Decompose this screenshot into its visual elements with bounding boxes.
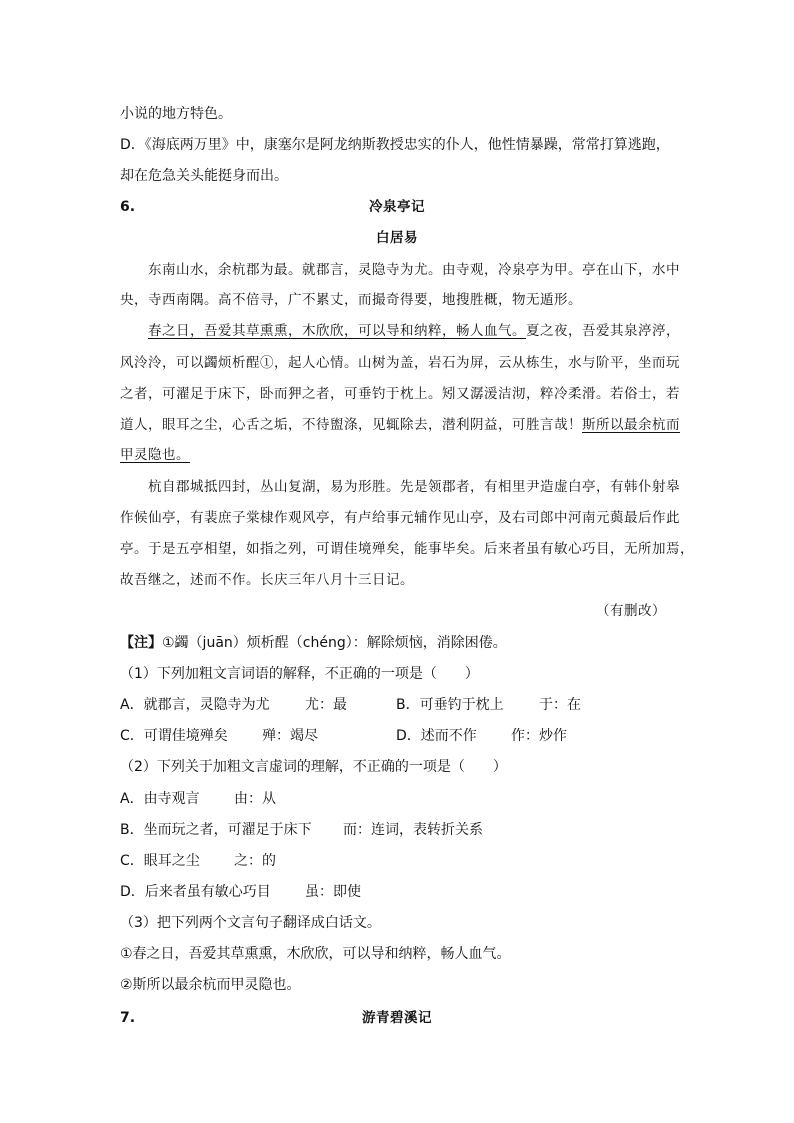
passage-line: 故吾继之，述而不作。长庆三年八月十三日记。 (120, 572, 414, 588)
option-a-explanation: 由：从 (234, 791, 276, 807)
option-c-explanation: 之：的 (234, 853, 276, 869)
passage-line (120, 445, 190, 465)
option-d: D．后来者虽有敏心巧目 (120, 884, 271, 900)
passage-line: 作候仙亭，有裴庶子棠棣作观风亭，有卢给事元辅作见山亭，及右司郎中河南元藇最后作此 (120, 510, 680, 526)
option-d-line: 却在危急关头能挺身而出。 (120, 168, 288, 184)
option-d: D．述而不作 (396, 728, 477, 744)
passage-title: 游青碧溪记 (362, 1010, 432, 1026)
passage-line: 风泠泠，可以蠲烦析酲①，起人心情。山树为盖，岩石为屏，云从栋生，水与阶平，坐而玩 (120, 355, 680, 371)
option-c: C．可谓佳境殚矣 (120, 728, 228, 744)
question-number: 6. (120, 199, 136, 215)
annotation (120, 633, 507, 653)
passage-text: 夏之夜，吾爱其泉渟渟， (526, 323, 680, 339)
option-a-explanation: 尤：最 (305, 697, 347, 713)
option-a: A．就郡言，灵隐寺为尤 (120, 697, 270, 713)
sub-question-1: （1）下列加粗文言词语的解释，不正确的一项是（ ） (120, 666, 479, 682)
translation-item: ②斯所以最余杭而甲灵隐也。 (120, 977, 301, 993)
sub-question-3: （3）把下列两个文言句子翻译成白话文。 (120, 915, 381, 931)
option-d-explanation: 虽：即使 (305, 884, 361, 900)
option-b-explanation: 而：连词，表转折关系 (343, 822, 483, 838)
passage-line: 亭。于是五亭相望，如指之列，可谓佳境殚矣，能事毕矣。后来者虽有敏心巧目，无所加焉， (120, 541, 694, 557)
passage-line: 之者，可濯足于床下，卧而狎之者，可垂钓于枕上。矧又潺湲洁沏，粹冷柔滑。若俗士，若 (120, 386, 680, 402)
passage-author: 白居易 (376, 230, 418, 246)
option-b: B．可垂钓于枕上 (396, 697, 504, 713)
note-text: ①蠲（juān）烦析酲（chéng）：解除烦恼，消除困倦。 (162, 635, 507, 651)
passage-line: 杭自郡城抵四封，丛山复湖，易为形胜。先是领郡者，有相里尹造虚白亭，有韩仆射皋 (148, 479, 680, 495)
option-d-explanation: 作：炒作 (511, 728, 567, 744)
underlined-sentence: 斯所以最余杭而 (582, 417, 680, 433)
option-c: C．眼耳之尘 (120, 853, 200, 869)
translation-item: ①春之日，吾爱其草熏熏，木欣欣，可以导和纳粹，畅人血气。 (120, 946, 511, 962)
option-b-explanation: 于：在 (539, 697, 581, 713)
underlined-sentence: 春之日，吾爱其草熏熏，木欣欣，可以导和纳粹，畅人血气。 (148, 323, 526, 339)
passage-line: 央，寺西南隅。高不倍寻，广不累丈，而撮奇得要，地搜胜概，物无遁形。 (120, 292, 582, 308)
passage-line (148, 321, 680, 341)
text-line: 小说的地方特色。 (120, 106, 232, 122)
source-note: （有删改） (596, 603, 666, 619)
sub-question-2: （2）下列关于加粗文言虚词的理解，不正确的一项是（ ） (120, 759, 507, 775)
option-b: B．坐而玩之者，可濯足于床下 (120, 822, 312, 838)
note-tag: 【注】 (120, 635, 162, 651)
passage-line: 东南山水，余杭郡为最。就郡言，灵隐寺为尤。由寺观，冷泉亭为甲。亭在山下，水中 (148, 262, 680, 278)
option-a: A．由寺观言 (120, 791, 200, 807)
option-c-explanation: 殚：竭尽 (262, 728, 318, 744)
underlined-sentence: 甲灵隐也。 (120, 447, 190, 463)
option-d-line: D．《海底两万里》中，康塞尔是阿龙纳斯教授忠实的仆人，他性情暴躁，常常打算逃跑， (120, 137, 670, 153)
passage-text: 道人，眼耳之尘，心舌之垢，不待盥涤，见辄除去，潜利阴益，可胜言哉！ (120, 417, 582, 433)
question-number: 7. (120, 1010, 136, 1026)
passage-title: 冷泉亭记 (369, 199, 425, 215)
passage-line (120, 415, 680, 435)
